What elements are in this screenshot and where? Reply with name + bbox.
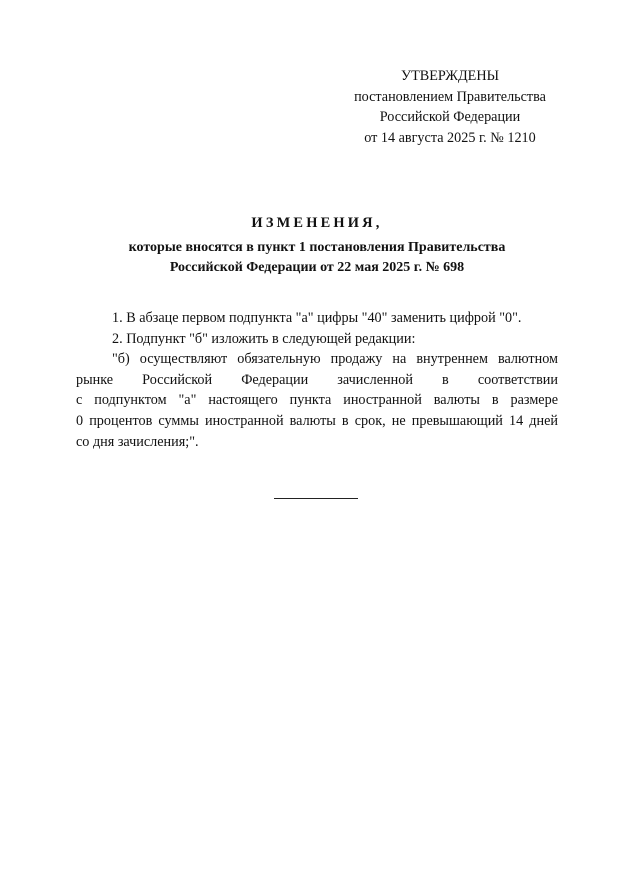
- document-body: [76, 308, 558, 452]
- quote-line: с подпунктом "а" настоящего пункта иностранной валюты в размере: [76, 392, 558, 409]
- title-subtitle-line: Российской Федерации от 22 мая 2025 г. № 698: [169, 259, 465, 275]
- approval-date-number: от 14 августа 2025 г. № 1210: [364, 129, 536, 146]
- quote-line: со дня зачисления;".: [76, 433, 199, 450]
- amendment-item-1: 1. В абзаце первом подпункта "а" цифры "40" заменить цифрой "0".: [112, 310, 522, 326]
- quote-line: рынке Российской Федерации зачисленной в соответствии: [76, 371, 558, 388]
- approval-line: Российской Федерации: [379, 109, 521, 125]
- amendment-item-2: 2. Подпункт "б" изложить в следующей редакции:: [112, 330, 416, 347]
- quoted-subparagraph: [76, 349, 558, 452]
- approval-stamp: [330, 66, 570, 148]
- end-divider: [274, 498, 358, 499]
- approval-heading: УТВЕРЖДЕНЫ: [401, 68, 499, 84]
- quote-line: 0 процентов суммы иностранной валюты в срок, не превышающий 14 дней: [76, 412, 558, 429]
- title-heading: ИЗМЕНЕНИЯ,: [251, 215, 383, 231]
- quote-line: "б) осуществляют обязательную продажу на внутреннем валютном: [112, 351, 558, 368]
- approval-line: постановлением Правительства: [354, 88, 546, 105]
- title-subtitle-line: которые вносятся в пункт 1 постановления Правительства: [128, 240, 506, 255]
- document-title: [60, 212, 574, 277]
